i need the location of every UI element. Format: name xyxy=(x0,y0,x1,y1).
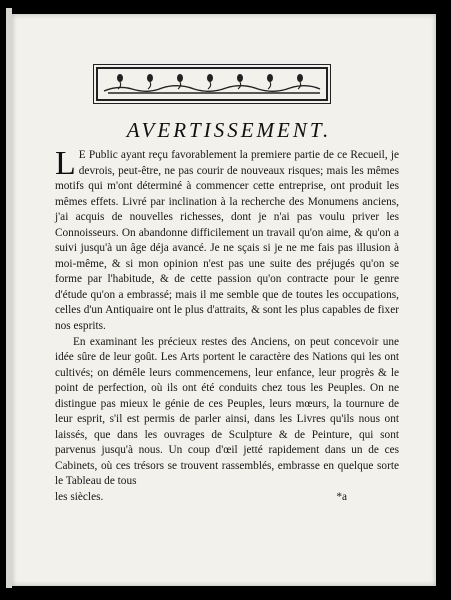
paragraph-2-last-line: les siècles. xyxy=(55,491,104,504)
last-line xyxy=(55,490,399,506)
paragraph-2 xyxy=(55,335,399,490)
body-text xyxy=(55,145,399,506)
book-page xyxy=(12,14,436,586)
signature-mark: *a xyxy=(336,491,347,504)
drop-cap: L xyxy=(55,145,76,182)
laurel-garland-ornament-icon xyxy=(96,67,328,101)
paragraph-1-text: E Public ayant reçu favorablement la premiere partie de ce Recueil, je devrois, peut-être, ne pas courir de nouveaux risques; mais les mêmes motifs qui m'ont déterminé à commencer cette entreprise, ont produit les mêmes effets. Livré par inclination à la recherche des Monumens anciens, j'ai acquis de nouvelles richesses, dont je n'ai pas voulu priver les Connoisseurs. On abandonne difficilement un travail qu'on aime, & qu'on a suivi jusqu'à un âge déja avancé. Je ne sçais si je ne me fais pas illusion à moi-même, & si mon opinion n'est pas une suite des préjugés qu'on se forme par l'habitude, & de cette passion qu'on contracte pour le genre d'étude qu'on a embrassé; mais il me semble que de toutes les occupations, celles d'un Antiquaire ont le plus d'attraits, & sont les plus capables de fixer nos esprits. xyxy=(55,149,399,333)
page-title: AVERTISSEMENT. xyxy=(126,118,332,142)
paragraph-2-text: En examinant les précieux restes des Anciens, on peut concevoir une idée sûre de leur goût. Les Arts portent le caractère des Nations qui les ont cultivés; on démêle leurs commencemens, leur enfance, leur progrès & le point de perfection, où ils ont été conduits chez tous les Peuples. On ne distingue pas mieux le génie de ces Peuples, leurs mœurs, la tournure de leur esprit, s'il est permis de parler ainsi, dans les Livres qu'ils nous ont laissés, que dans les ouvrages de Sculpture & de Peinture, qui sont parvenus jusqu'à nous. Un coup d'œil jetté rapidement dans un de ces Cabinets, où ces trésors se trouvent rassemblés, embrasse en quelque sorte le Tableau de tous xyxy=(55,335,399,488)
paragraph-1 xyxy=(55,145,399,335)
